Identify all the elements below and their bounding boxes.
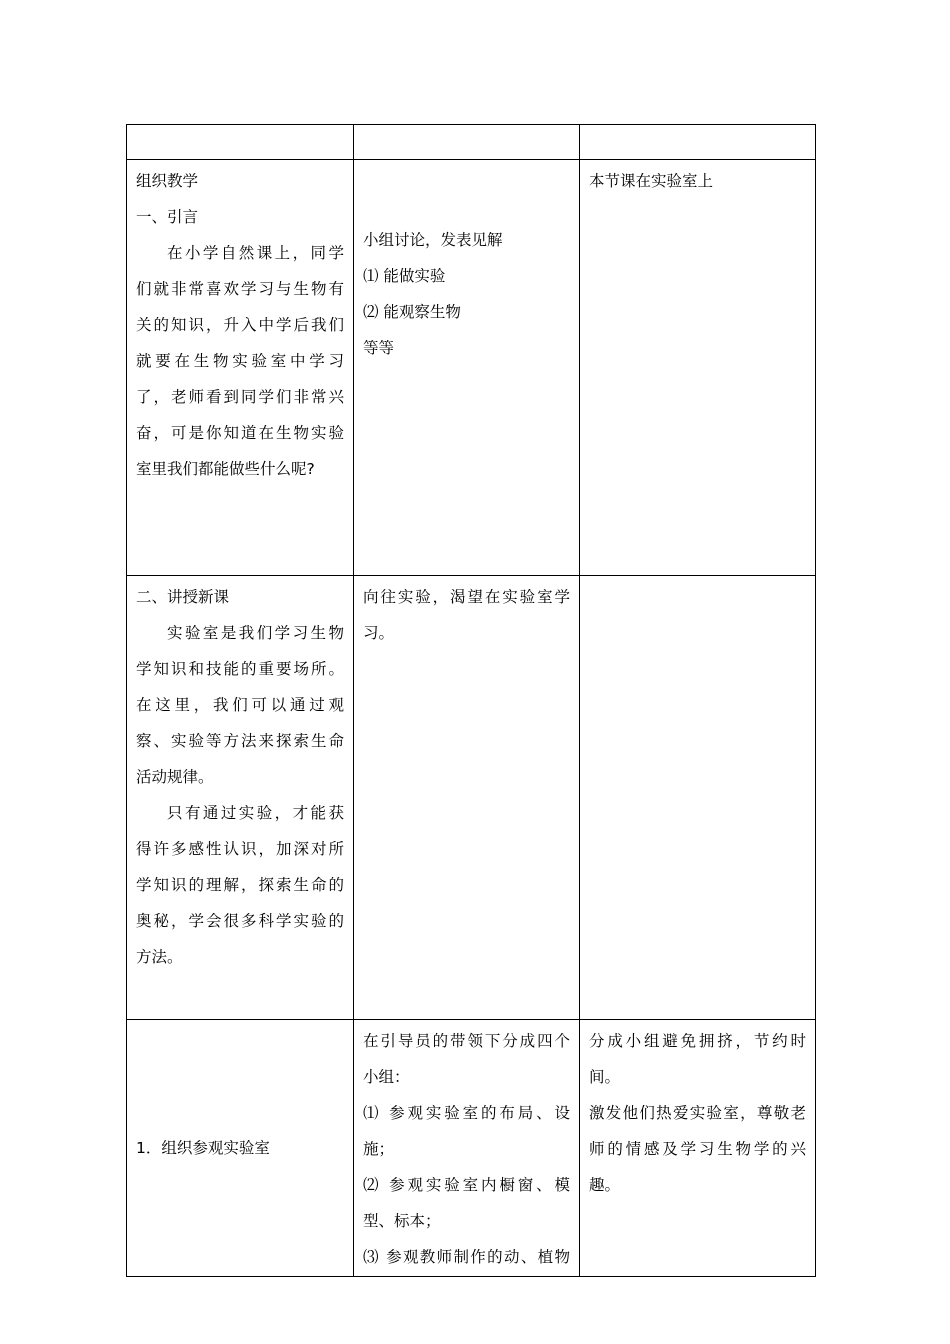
table-row-empty-header: [127, 125, 816, 160]
student-line: 在引导员的带领下分成四个: [363, 1032, 570, 1050]
paragraph-line: 奥秘，学会很多科学实验的: [136, 912, 344, 930]
paragraph-line: 得许多感性认识，加深对所: [136, 840, 344, 858]
table-row-lab-tour: [127, 1020, 816, 1277]
student-line: ⑴ 能做实验: [363, 267, 446, 285]
student-line: 小组讨论，发表见解: [363, 231, 503, 249]
student-line: ⑴ 参观实验室的布局、设: [363, 1104, 570, 1122]
table-row-new-lesson: [127, 576, 816, 1020]
design-note-cell: [580, 160, 816, 576]
paragraph-line: 在这里，我们可以通过观: [136, 696, 344, 714]
design-note: 师的情感及学习生物学的兴: [589, 1140, 806, 1158]
teacher-activity-cell: [127, 1020, 354, 1277]
student-line: 型、标本；: [363, 1212, 441, 1230]
paragraph-line: 学知识的理解，探索生命的: [136, 876, 344, 894]
paragraph-line: 就要在生物实验室中学习: [136, 352, 344, 370]
student-activity-cell: [354, 160, 580, 576]
empty-cell: [580, 125, 816, 160]
design-note: 趣。: [589, 1176, 621, 1194]
design-note: 分成小组避免拥挤，节约时: [589, 1032, 806, 1050]
student-activity-cell: [354, 576, 580, 1020]
paragraph-line: 们就非常喜欢学习与生物有: [136, 280, 344, 298]
design-note-cell: [580, 1020, 816, 1277]
student-line: 等等: [363, 339, 395, 357]
student-activity-cell: [354, 1020, 580, 1277]
section-heading: 一、引言: [136, 208, 199, 226]
student-line: ⑵ 参观实验室内橱窗、模: [363, 1176, 570, 1194]
paragraph-line: 只有通过实验，才能获: [167, 804, 344, 822]
paragraph-line: 方法。: [136, 948, 183, 966]
paragraph-line: 实验室是我们学习生物: [167, 624, 344, 642]
student-line: 习。: [363, 624, 395, 642]
table-row-introduction: [127, 160, 816, 576]
paragraph-line: 学知识和技能的重要场所。: [136, 660, 344, 678]
empty-cell: [127, 125, 354, 160]
student-line: 施；: [363, 1140, 395, 1158]
section-heading: 组织教学: [136, 172, 199, 190]
teacher-activity-cell: [127, 160, 354, 576]
design-note-cell: [580, 576, 816, 1020]
student-line: ⑵ 能观察生物: [363, 303, 461, 321]
paragraph-line: 察、实验等方法来探索生命: [136, 732, 344, 750]
design-note: 间。: [589, 1068, 621, 1086]
design-note: 激发他们热爱实验室，尊敬老: [589, 1104, 806, 1122]
paragraph-line: 室里我们都能做些什么呢?: [136, 460, 315, 478]
paragraph-line: 在小学自然课上，同学: [167, 244, 344, 262]
paragraph-line: 关的知识，升入中学后我们: [136, 316, 344, 334]
student-line: 向往实验，渴望在实验室学: [363, 588, 570, 606]
section-heading: 二、讲授新课: [136, 588, 230, 606]
lesson-plan-table: [126, 124, 816, 1277]
teacher-activity-cell: [127, 576, 354, 1020]
student-line: 小组：: [363, 1068, 410, 1086]
paragraph-line: 奋，可是你知道在生物实验: [136, 424, 344, 442]
empty-cell: [354, 125, 580, 160]
paragraph-line: 活动规律。: [136, 768, 214, 786]
student-line: ⑶ 参观教师制作的动、植物: [363, 1248, 570, 1266]
paragraph-line: 了，老师看到同学们非常兴: [136, 388, 344, 406]
activity-title: 1．组织参观实验室: [136, 1139, 270, 1157]
design-note: 本节课在实验室上: [589, 172, 714, 190]
